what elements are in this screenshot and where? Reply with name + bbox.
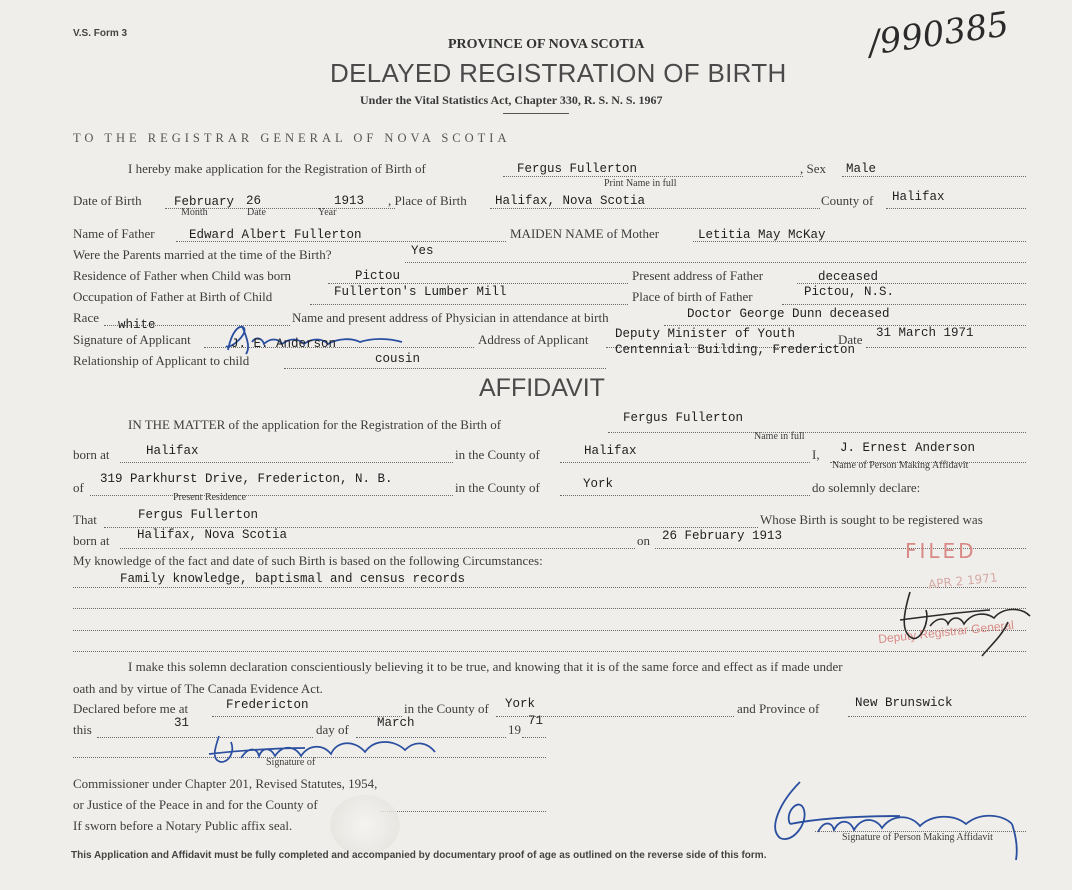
title-rule bbox=[503, 113, 569, 114]
commissioner-signature-graphic bbox=[205, 728, 445, 768]
i-label: I, bbox=[812, 447, 820, 462]
circumstances-line-1 bbox=[73, 587, 1026, 588]
affidavit-child-name-field: Fergus Fullerton bbox=[623, 411, 744, 425]
residence-line bbox=[328, 283, 628, 284]
day-field: 31 bbox=[174, 716, 190, 730]
residence-county-line bbox=[560, 495, 810, 496]
occupation-line bbox=[310, 304, 628, 305]
county-label: County of bbox=[821, 193, 874, 208]
footer-note: This Application and Affidavit must be fully completed and accompanied by documentary proof of age as outlined on the reverse side of this form. bbox=[71, 850, 767, 861]
born-at-line bbox=[120, 462, 453, 463]
declared-county-label: in the County of bbox=[404, 701, 489, 716]
declaration-line-1: I make this solemn declaration conscientiously believing it to be true, and knowing that it is of the same force and effect as if made under bbox=[128, 659, 843, 674]
pob-field: Halifax, Nova Scotia bbox=[495, 194, 646, 208]
affiant-field: J. Ernest Anderson bbox=[840, 441, 976, 455]
province-label: and Province of bbox=[737, 701, 820, 716]
print-name-caption: Print Name in full bbox=[604, 178, 677, 189]
affiant-residence-field: 319 Parkhurst Drive, Fredericton, N. B. bbox=[100, 472, 393, 486]
physician-label: Name and present address of Physician in attendance at birth bbox=[292, 310, 609, 325]
mother-label: MAIDEN NAME of Mother bbox=[510, 226, 660, 241]
date-line bbox=[866, 347, 1026, 348]
addressee: TO THE REGISTRAR GENERAL OF NOVA SCOTIA bbox=[73, 131, 511, 145]
on-label: on bbox=[637, 533, 650, 548]
dob-month-field: February bbox=[174, 195, 235, 209]
commissioner-line-1: Commissioner under Chapter 201, Revised Statutes, 1954, bbox=[73, 776, 378, 791]
province-field: New Brunswick bbox=[855, 696, 953, 710]
child-name-line bbox=[503, 176, 803, 177]
declared-place-field: Fredericton bbox=[226, 698, 309, 712]
relationship-line bbox=[284, 368, 606, 369]
filed-stamp-office: Deputy Registrar General bbox=[877, 617, 1015, 647]
father-field: Edward Albert Fullerton bbox=[189, 228, 362, 242]
present-address-label: Present address of Father bbox=[632, 268, 764, 283]
signature-of-caption: Signature of bbox=[266, 757, 316, 768]
province-heading: PROVINCE OF NOVA SCOTIA bbox=[448, 37, 645, 52]
married-label: Were the Parents married at the time of the Birth? bbox=[73, 247, 332, 262]
father-label: Name of Father bbox=[73, 226, 155, 241]
pob-label: , Place of Birth bbox=[388, 193, 467, 208]
filed-stamp-date: APR 2 1971 bbox=[927, 570, 999, 592]
that-name-field: Fergus Fullerton bbox=[138, 508, 259, 522]
race-label: Race bbox=[73, 310, 99, 325]
father-birthplace-line bbox=[782, 304, 1026, 305]
date-caption: Date bbox=[247, 207, 266, 218]
intro-label: I hereby make application for the Registration of Birth of bbox=[128, 161, 426, 176]
date-label: Date bbox=[838, 332, 863, 347]
married-line bbox=[405, 262, 1026, 263]
occupation-field: Fullerton's Lumber Mill bbox=[334, 285, 507, 299]
of-label: of bbox=[73, 480, 84, 495]
month-caption: Month bbox=[181, 207, 208, 218]
residence-label: Residence of Father when Child was born bbox=[73, 268, 292, 283]
physician-field: Doctor George Dunn deceased bbox=[687, 307, 890, 321]
month-field: March bbox=[377, 716, 415, 730]
residence-of-line bbox=[90, 495, 453, 496]
applicant-name-field: J. E. Anderson bbox=[231, 337, 337, 351]
born-place-line bbox=[120, 548, 635, 549]
handwritten-number: /990385 bbox=[865, 4, 1012, 64]
sex-label: , Sex bbox=[800, 161, 826, 176]
declared-label: Declared before me at bbox=[73, 701, 189, 716]
this-label: this bbox=[73, 722, 92, 737]
born-label: born at bbox=[73, 533, 110, 548]
present-address-field: deceased bbox=[818, 270, 879, 284]
dob-label: Date of Birth bbox=[73, 193, 142, 208]
mother-field: Letitia May McKay bbox=[698, 228, 826, 242]
circumstances-field: Family knowledge, baptismal and census records bbox=[120, 572, 466, 586]
signature-label: Signature of Applicant bbox=[73, 332, 191, 347]
born-date-field: 26 February 1913 bbox=[662, 529, 783, 543]
declared-place-line bbox=[212, 716, 402, 717]
year-caption: Year bbox=[318, 207, 337, 218]
residence-county-label: in the County of bbox=[455, 480, 540, 495]
matter-line bbox=[608, 432, 1026, 433]
applicant-address-line-2: Centennial Building, Fredericton bbox=[615, 343, 856, 357]
filed-stamp-text: FILED bbox=[905, 539, 977, 563]
dob-day-field: 26 bbox=[246, 194, 262, 208]
born-at-field: Halifax bbox=[146, 444, 199, 458]
province-line bbox=[848, 716, 1026, 717]
circumstances-line-2 bbox=[73, 608, 1026, 609]
born-place-field: Halifax, Nova Scotia bbox=[137, 528, 288, 542]
relationship-field: cousin bbox=[375, 352, 421, 366]
that-label: That bbox=[73, 512, 97, 527]
name-in-full-caption: Name in full bbox=[754, 431, 805, 442]
declaration-line-2: oath and by virtue of The Canada Evidence Act. bbox=[73, 681, 323, 696]
day-of-label: day of bbox=[316, 722, 349, 737]
applicant-address-label: Address of Applicant bbox=[478, 332, 589, 347]
sought-label: Whose Birth is sought to be registered was bbox=[760, 512, 983, 527]
pob-line bbox=[490, 208, 820, 209]
county-field: Halifax bbox=[892, 190, 945, 204]
declare-label: do solemnly declare: bbox=[812, 480, 921, 495]
father-birthplace-label: Place of birth of Father bbox=[632, 289, 753, 304]
county-line bbox=[886, 208, 1026, 209]
residence-county-field: York bbox=[583, 477, 614, 491]
year-suffix-field: 71 bbox=[528, 714, 544, 728]
notary-seal bbox=[330, 795, 400, 855]
declared-county-field: York bbox=[505, 697, 536, 711]
sex-line bbox=[842, 176, 1026, 177]
residence-field: Pictou bbox=[355, 269, 401, 283]
matter-label: IN THE MATTER of the application for the Registration of the Birth of bbox=[128, 417, 502, 432]
occupation-label: Occupation of Father at Birth of Child bbox=[73, 289, 273, 304]
present-residence-caption: Present Residence bbox=[173, 492, 247, 503]
form-subtitle: Under the Vital Statistics Act, Chapter 330, R. S. N. S. 1967 bbox=[360, 93, 663, 107]
circumstances-line-4 bbox=[73, 651, 1026, 652]
father-birthplace-field: Pictou, N.S. bbox=[804, 285, 895, 299]
year-line bbox=[522, 737, 546, 738]
commissioner-line-2: or Justice of the Peace in and for the County of bbox=[73, 797, 318, 812]
married-field: Yes bbox=[411, 244, 434, 258]
affiant-signature-graphic bbox=[760, 772, 1030, 862]
child-name-field: Fergus Fullerton bbox=[517, 162, 638, 176]
dob-year-field: 1913 bbox=[334, 194, 365, 208]
knowledge-label: My knowledge of the fact and date of such Birth is based on the following Circumstances: bbox=[73, 553, 543, 568]
commissioner-line-3: If sworn before a Notary Public affix seal. bbox=[73, 818, 293, 833]
affidavit-county-field: Halifax bbox=[584, 444, 637, 458]
registrar-signature-graphic bbox=[890, 582, 1040, 662]
applicant-address-line-1: Deputy Minister of Youth bbox=[615, 327, 796, 341]
affiant-signature-caption: Signature of Person Making Affidavit bbox=[842, 832, 993, 843]
county-of-label: in the County of bbox=[455, 447, 540, 462]
sex-field: Male bbox=[846, 162, 877, 176]
relationship-label: Relationship of Applicant to child bbox=[73, 353, 250, 368]
affiant-caption: Name of Person Making Affidavit bbox=[832, 460, 969, 471]
form-id: V.S. Form 3 bbox=[73, 28, 128, 39]
born-at-label: born at bbox=[73, 447, 110, 462]
year-prefix: 19 bbox=[508, 722, 521, 737]
date-field: 31 March 1971 bbox=[876, 326, 974, 340]
affidavit-county-line bbox=[560, 462, 810, 463]
race-field: white bbox=[118, 318, 156, 332]
commissioner-county-line bbox=[380, 811, 546, 812]
affidavit-heading: AFFIDAVIT bbox=[479, 374, 605, 402]
form-title: DELAYED REGISTRATION OF BIRTH bbox=[330, 58, 787, 88]
